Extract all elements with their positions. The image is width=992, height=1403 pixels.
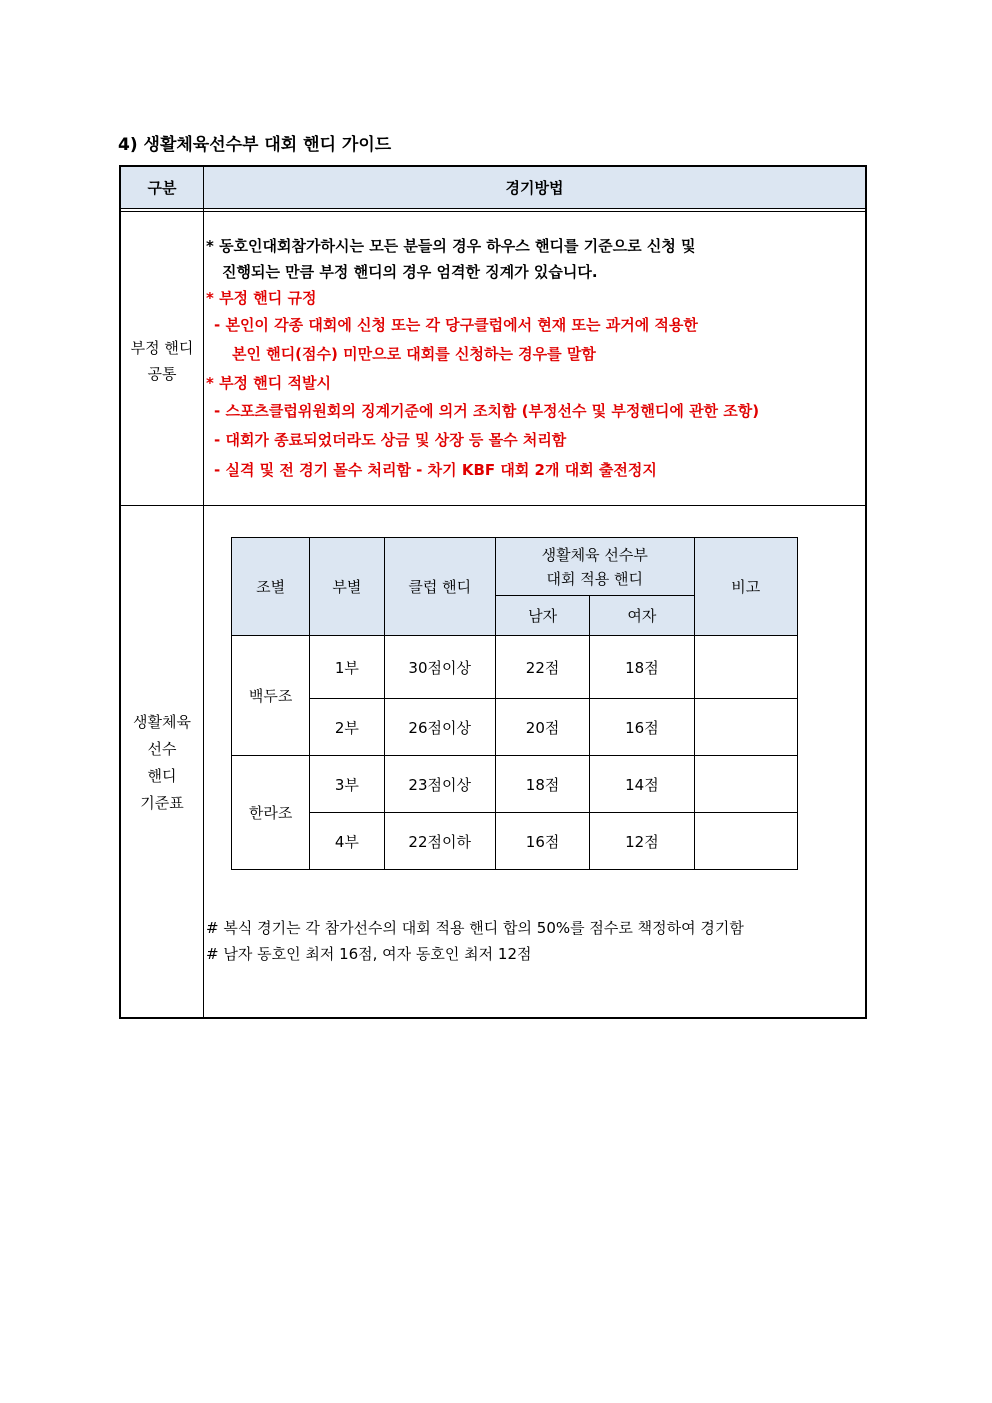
table-row (232, 813, 798, 870)
section1-content (206, 233, 866, 485)
division-cell: 2부 (310, 699, 384, 756)
rule-line: - 대회가 종료되었더라도 상금 및 상장 등 몰수 처리함 (214, 431, 567, 449)
section1-label-line: 부정 핸디 (130, 339, 194, 357)
section-divider (121, 505, 865, 506)
female-cell: 12점 (590, 813, 694, 870)
rule-line: - 실격 및 전 경기 몰수 처리함 - 차기 KBF 대회 2개 대회 출전정지 (214, 461, 657, 479)
note-line: # 남자 동호인 최저 16점, 여자 동호인 최저 12점 (206, 945, 532, 963)
division-cell: 4부 (310, 813, 384, 870)
rule-line: - 스포츠클럽위원회의 징계기준에 의거 조치함 (부정선수 및 부정핸디에 관한 조항) (214, 402, 760, 420)
th-group: 조별 (232, 538, 310, 636)
note-cell (694, 699, 797, 756)
section2-label-line: 핸디 (147, 767, 177, 785)
female-cell: 18점 (590, 636, 694, 699)
rule-line: 본인 핸디(점수) 미만으로 대회를 신청하는 경우를 말함 (232, 345, 596, 363)
club-cell: 23점이상 (384, 756, 495, 813)
header-rule-double (121, 211, 865, 212)
table-notes (206, 915, 744, 967)
male-cell: 22점 (495, 636, 589, 699)
rule-line: * 동호인대회참가하시는 모든 분들의 경우 하우스 핸디를 기준으로 신청 및 (206, 237, 696, 255)
column-divider (203, 167, 204, 1017)
male-cell: 20점 (495, 699, 589, 756)
section2-label-line: 기준표 (140, 794, 184, 812)
male-cell: 16점 (495, 813, 589, 870)
th-division: 부별 (310, 538, 384, 636)
note-line: # 복식 경기는 각 참가선수의 대회 적용 핸디 합의 50%를 점수로 책정하여 경기함 (206, 919, 744, 937)
division-cell: 1부 (310, 636, 384, 699)
section1-label (121, 335, 203, 387)
th-note: 비고 (694, 538, 797, 636)
page-title: 4) 생활체육선수부 대회 핸디 가이드 (118, 135, 392, 155)
group-cell: 한라조 (232, 756, 310, 870)
header-category: 구분 (147, 179, 177, 197)
rule-line: * 부정 핸디 적발시 (206, 374, 331, 392)
rule-line: - 본인이 각종 대회에 신청 또는 각 당구클럽에서 현재 또는 과거에 적용한 (214, 316, 698, 334)
table-row (232, 636, 798, 699)
note-cell (694, 813, 797, 870)
section1-label-line: 공통 (147, 365, 177, 383)
th-applied-line: 대회 적용 핸디 (546, 569, 643, 588)
female-cell: 14점 (590, 756, 694, 813)
note-cell (694, 636, 797, 699)
table-row (232, 756, 798, 813)
group-cell: 백두조 (232, 636, 310, 756)
club-cell: 26점이상 (384, 699, 495, 756)
division-cell: 3부 (310, 756, 384, 813)
th-applied-line: 생활체육 선수부 (541, 545, 648, 564)
section2-label-line: 생활체육 (133, 713, 191, 731)
header-method: 경기방법 (505, 179, 564, 197)
handicap-table (231, 537, 798, 870)
section2-label (121, 709, 203, 817)
th-applied-handicap (495, 538, 694, 596)
table-row (232, 699, 798, 756)
club-cell: 30점이상 (384, 636, 495, 699)
th-male: 남자 (495, 596, 589, 636)
guide-table (119, 165, 867, 1019)
rule-line: * 부정 핸디 규정 (206, 289, 317, 307)
female-cell: 16점 (590, 699, 694, 756)
club-cell: 22점이하 (384, 813, 495, 870)
male-cell: 18점 (495, 756, 589, 813)
rule-line: 진행되는 만큼 부정 핸디의 경우 엄격한 징계가 있습니다. (222, 263, 598, 281)
note-cell (694, 756, 797, 813)
th-female: 여자 (590, 596, 694, 636)
th-club-handicap: 클럽 핸디 (384, 538, 495, 636)
section2-label-line: 선수 (147, 740, 177, 758)
